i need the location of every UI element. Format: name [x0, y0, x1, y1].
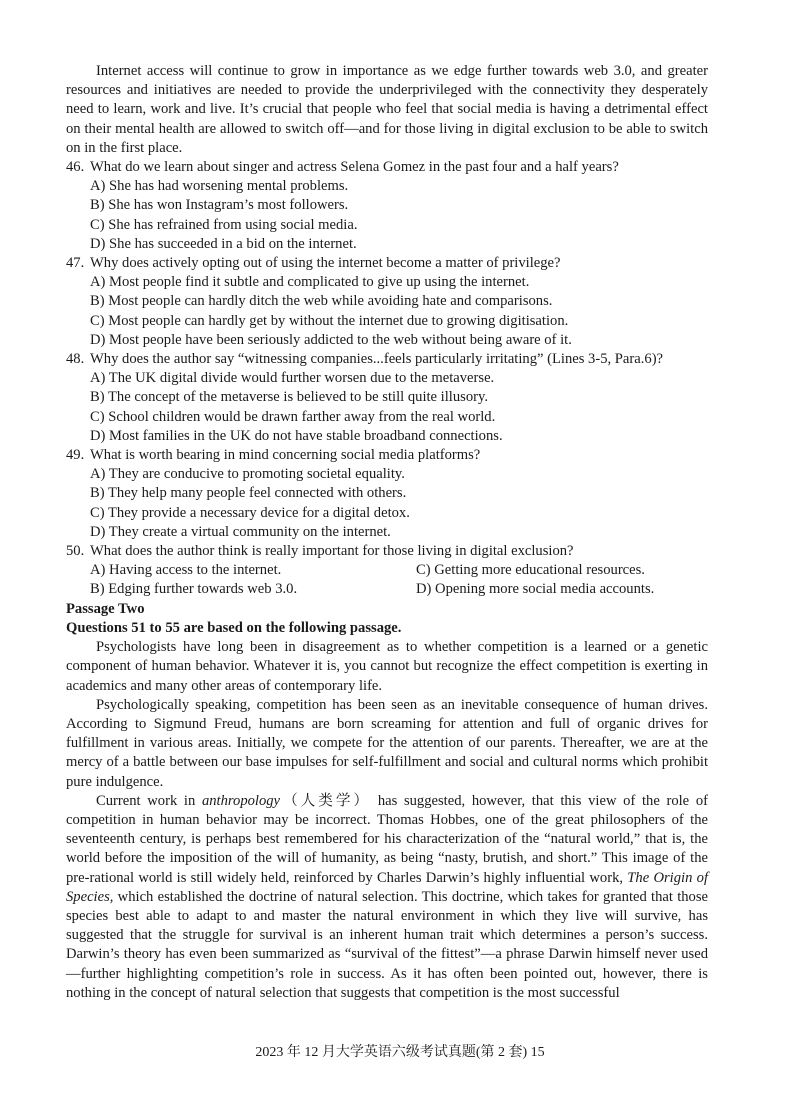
option-b[interactable]: B) They help many people feel connected with others. [90, 485, 407, 502]
passage-two-paragraph-1: Psychologists have long been in disagreement as to whether competition is a learned or a genetic component of human behavior. Whatever it is, you cannot but recognize the effect competition is exerting in academics and many other areas of contemporary life. [66, 639, 708, 694]
question-number: 50. [66, 543, 85, 560]
option-a[interactable]: A) The UK digital divide would further worsen due to the metaverse. [90, 370, 495, 387]
question-stem: Why does the author say “witnessing companies...feels particularly irritating” (Lines 3-5, Para.6)? [90, 351, 664, 368]
option-d[interactable]: D) She has succeeded in a bid on the internet. [90, 235, 357, 252]
option-b[interactable]: B) The concept of the metaverse is believed to be still quite illusory. [90, 389, 488, 406]
term-anthropology: anthropology [201, 792, 281, 809]
page-footer: 2023 年 12 月大学英语六级考试真题(第 2 套) 15 [255, 1045, 545, 1060]
option-d[interactable]: D) They create a virtual community on the internet. [90, 523, 391, 540]
option-list [66, 177, 708, 254]
passage-heading: Passage Two [66, 600, 145, 617]
option-c[interactable]: C) She has refrained from using social media. [90, 216, 358, 233]
question-list [66, 158, 708, 600]
option-b[interactable]: B) Edging further towards web 3.0. [90, 581, 298, 598]
question-48 [66, 350, 708, 446]
option-d[interactable]: D) Most people have been seriously addicted to the web without being aware of it. [90, 331, 572, 348]
option-a[interactable]: A) She has had worsening mental problems. [90, 178, 349, 195]
option-c[interactable]: C) School children would be drawn farther away from the real world. [90, 408, 496, 425]
option-a[interactable]: A) They are conducive to promoting societal equality. [90, 466, 405, 483]
passage-two-paragraph-3: Current work in anthropology（人类学） has suggested, however, that this view of the role of competition in human behavior may be incorrect. Thomas Hobbes, one of the great philosophers of the seventeenth century, is perhaps best remembered for his characterization of the “natural world,” that is, the world before the imposition of the will of humanity, as being “nasty, brutish, and short.” This image of the pre-rational world is still widely held, reinforced by Charles Darwin’s highly influential work, The Origin of Species, which established the doctrine of natural selection. This doctrine, which takes for granted that those species best able to adapt to and master the natural environment in which they live will survive, has suggested that the struggle for survival is an inherent human trait which determines a person’s success. Darwin’s theory has even been summarized as “survival of the fittest”—a phrase Darwin himself never used—further highlighting competition’s role in success. As it has often been pointed out, however, there is nothing in the concept of natural selection that suggests that competition is the most successful [66, 792, 708, 1001]
option-c[interactable]: C) They provide a necessary device for a digital detox. [90, 504, 410, 521]
passage-two-paragraph-2: Psychologically speaking, competition has been seen as an inevitable consequence of human drives. According to Sigmund Freud, humans are born screaming for attention and full of organic drives for fulfillment in various areas. Initially, we compete for the attention of our parents. Thereafter, we are at the mercy of a battle between our base impulses for self-fulfillment and social and cultural norms which prohibit pure indulgence. [66, 696, 708, 790]
question-50 [66, 542, 708, 600]
question-stem: Why does actively opting out of using the internet become a matter of privilege? [90, 255, 561, 272]
option-grid [66, 561, 708, 599]
question-number: 46. [66, 159, 85, 176]
question-46 [66, 158, 708, 254]
question-number: 47. [66, 255, 85, 272]
question-stem: What is worth bearing in mind concerning social media platforms? [90, 447, 481, 464]
option-b[interactable]: B) Most people can hardly ditch the web while avoiding hate and comparisons. [90, 293, 553, 310]
option-list [66, 273, 708, 350]
option-c[interactable]: C) Most people can hardly get by without the internet due to growing digitisation. [90, 312, 569, 329]
question-47 [66, 254, 708, 350]
option-c[interactable]: C) Getting more educational resources. [416, 562, 645, 579]
question-number: 48. [66, 351, 85, 368]
passage-instruction: Questions 51 to 55 are based on the following passage. [66, 619, 402, 636]
question-stem: What do we learn about singer and actress Selena Gomez in the past four and a half years? [90, 159, 619, 176]
option-list [66, 369, 708, 446]
option-a[interactable]: A) Most people find it subtle and complicated to give up using the internet. [90, 274, 530, 291]
passage-one-closing-paragraph: Internet access will continue to grow in importance as we edge further towards web 3.0, and greater resources and initiatives are needed to provide the underprivileged with the connectivity they desperately need to learn, work and live. It’s crucial that people who feel that social media is having a detrimental effect on their mental health are allowed to switch off—and for those living in digital exclusion to be able to switch on in the first place. [66, 63, 708, 156]
question-stem: What does the author think is really important for those living in digital exclusion? [90, 543, 574, 560]
option-a[interactable]: A) Having access to the internet. [90, 562, 282, 579]
option-d[interactable]: D) Opening more social media accounts. [416, 581, 655, 598]
option-b[interactable]: B) She has won Instagram’s most followers. [90, 197, 349, 214]
question-number: 49. [66, 447, 85, 464]
book-title: The Origin of Species [66, 869, 708, 905]
option-list [66, 465, 708, 542]
question-49 [66, 446, 708, 542]
option-d[interactable]: D) Most families in the UK do not have stable broadband connections. [90, 427, 503, 444]
page-content [66, 62, 708, 1003]
chinese-gloss: （人类学） [280, 792, 372, 809]
